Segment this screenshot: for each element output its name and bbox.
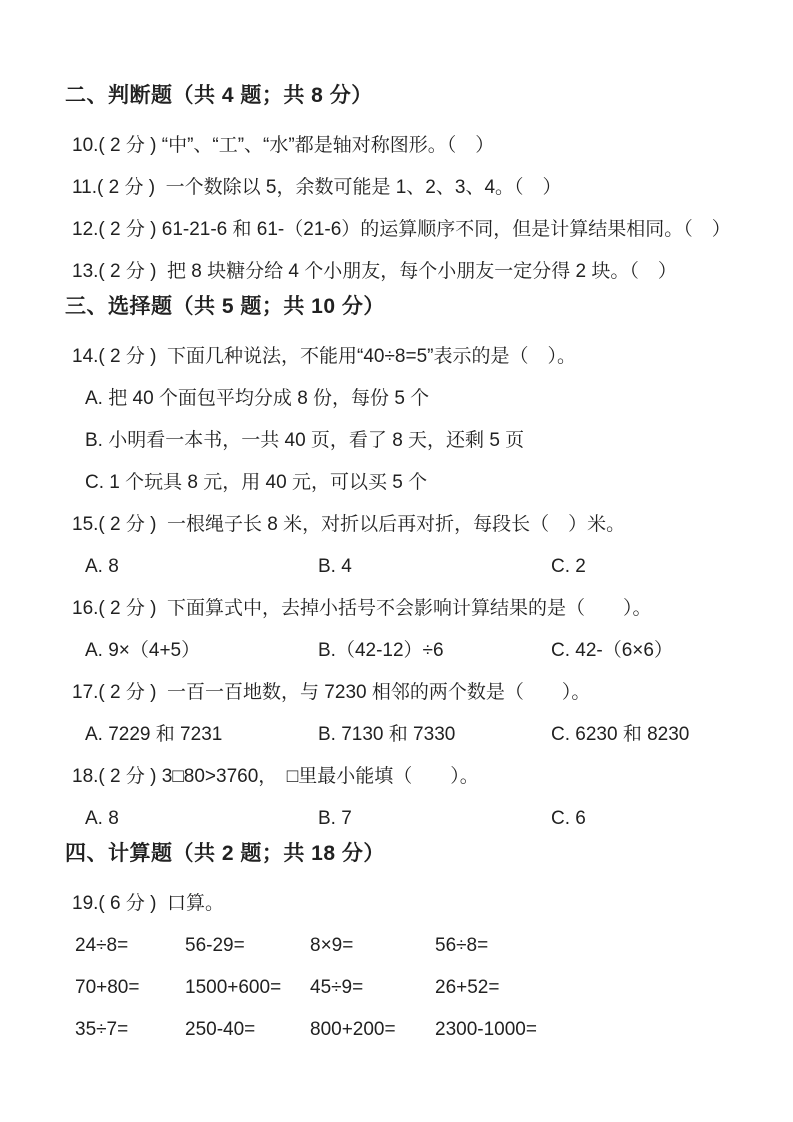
calc-item: 45÷9= <box>310 977 364 998</box>
question-18: 18.( 2 分 ) 3□80>3760， □里最小能填（ ）。 <box>72 766 479 787</box>
question-15: 15.( 2 分 ) 一根绳子长 8 米，对折以后再对折，每段长（ ）米。 <box>72 514 626 535</box>
calc-row-1 <box>72 933 743 959</box>
calc-item: 1500+600= <box>185 977 282 998</box>
question-11: 11.( 2 分 ) 一个数除以 5，余数可能是 1、2、3、4。（ ） <box>72 177 562 198</box>
option-c: C. 2 <box>551 556 586 577</box>
calc-item: 26+52= <box>435 977 500 998</box>
oral-calc-grid <box>72 933 743 1043</box>
option-a: A. 7229 和 7231 <box>85 724 223 745</box>
option-b: B.（42-12）÷6 <box>318 640 444 661</box>
question-12: 12.( 2 分 ) 61-21-6 和 61-（21-6）的运算顺序不同，但是计算结果相同。（ ） <box>72 219 731 240</box>
calc-item: 2300-1000= <box>435 1019 537 1040</box>
question-14-option-a: A. 把 40 个面包平均分成 8 份，每份 5 个 <box>85 388 430 409</box>
question-10: 10.( 2 分 ) “中”、“工”、“水”都是轴对称图形。（ ） <box>72 135 495 156</box>
question-17: 17.( 2 分 ) 一百一百地数，与 7230 相邻的两个数是（ ）。 <box>72 682 591 703</box>
option-b: B. 4 <box>318 556 352 577</box>
option-c: C. 6 <box>551 808 586 829</box>
section-heading-multiple-choice: 三、选择题（共 5 题；共 10 分） <box>65 295 385 318</box>
question-17-options <box>72 722 743 748</box>
question-14: 14.( 2 分 ) 下面几种说法，不能用“40÷8=5”表示的是（ ）。 <box>72 346 576 367</box>
question-15-options <box>72 554 743 580</box>
option-b: B. 7 <box>318 808 352 829</box>
question-16-options <box>72 638 743 664</box>
section-heading-calculation: 四、计算题（共 2 题；共 18 分） <box>65 842 385 865</box>
calc-item: 35÷7= <box>75 1019 129 1040</box>
calc-row-2 <box>72 975 743 1001</box>
calc-item: 70+80= <box>75 977 140 998</box>
calc-item: 56-29= <box>185 935 245 956</box>
section-heading-judgment: 二、判断题（共 4 题；共 8 分） <box>65 84 373 107</box>
question-14-option-c: C. 1 个玩具 8 元，用 40 元，可以买 5 个 <box>85 472 428 493</box>
calc-row-3 <box>72 1017 743 1043</box>
question-13: 13.( 2 分 ) 把 8 块糖分给 4 个小朋友，每个小朋友一定分得 2 块。（ ） <box>72 261 677 282</box>
option-a: A. 8 <box>85 556 119 577</box>
question-19: 19.( 6 分 ) 口算。 <box>72 893 225 914</box>
question-16: 16.( 2 分 ) 下面算式中，去掉小括号不会影响计算结果的是（ ）。 <box>72 598 652 619</box>
option-c: C. 42-（6×6） <box>551 640 673 661</box>
question-14-option-b: B. 小明看一本书，一共 40 页，看了 8 天，还剩 5 页 <box>85 430 525 451</box>
calc-item: 250-40= <box>185 1019 256 1040</box>
question-18-options <box>72 806 743 832</box>
calc-item: 8×9= <box>310 935 354 956</box>
calc-item: 24÷8= <box>75 935 129 956</box>
option-a: A. 8 <box>85 808 119 829</box>
calc-item: 56÷8= <box>435 935 489 956</box>
option-b: B. 7130 和 7330 <box>318 724 456 745</box>
option-c: C. 6230 和 8230 <box>551 724 690 745</box>
calc-item: 800+200= <box>310 1019 396 1040</box>
option-a: A. 9×（4+5） <box>85 640 201 661</box>
